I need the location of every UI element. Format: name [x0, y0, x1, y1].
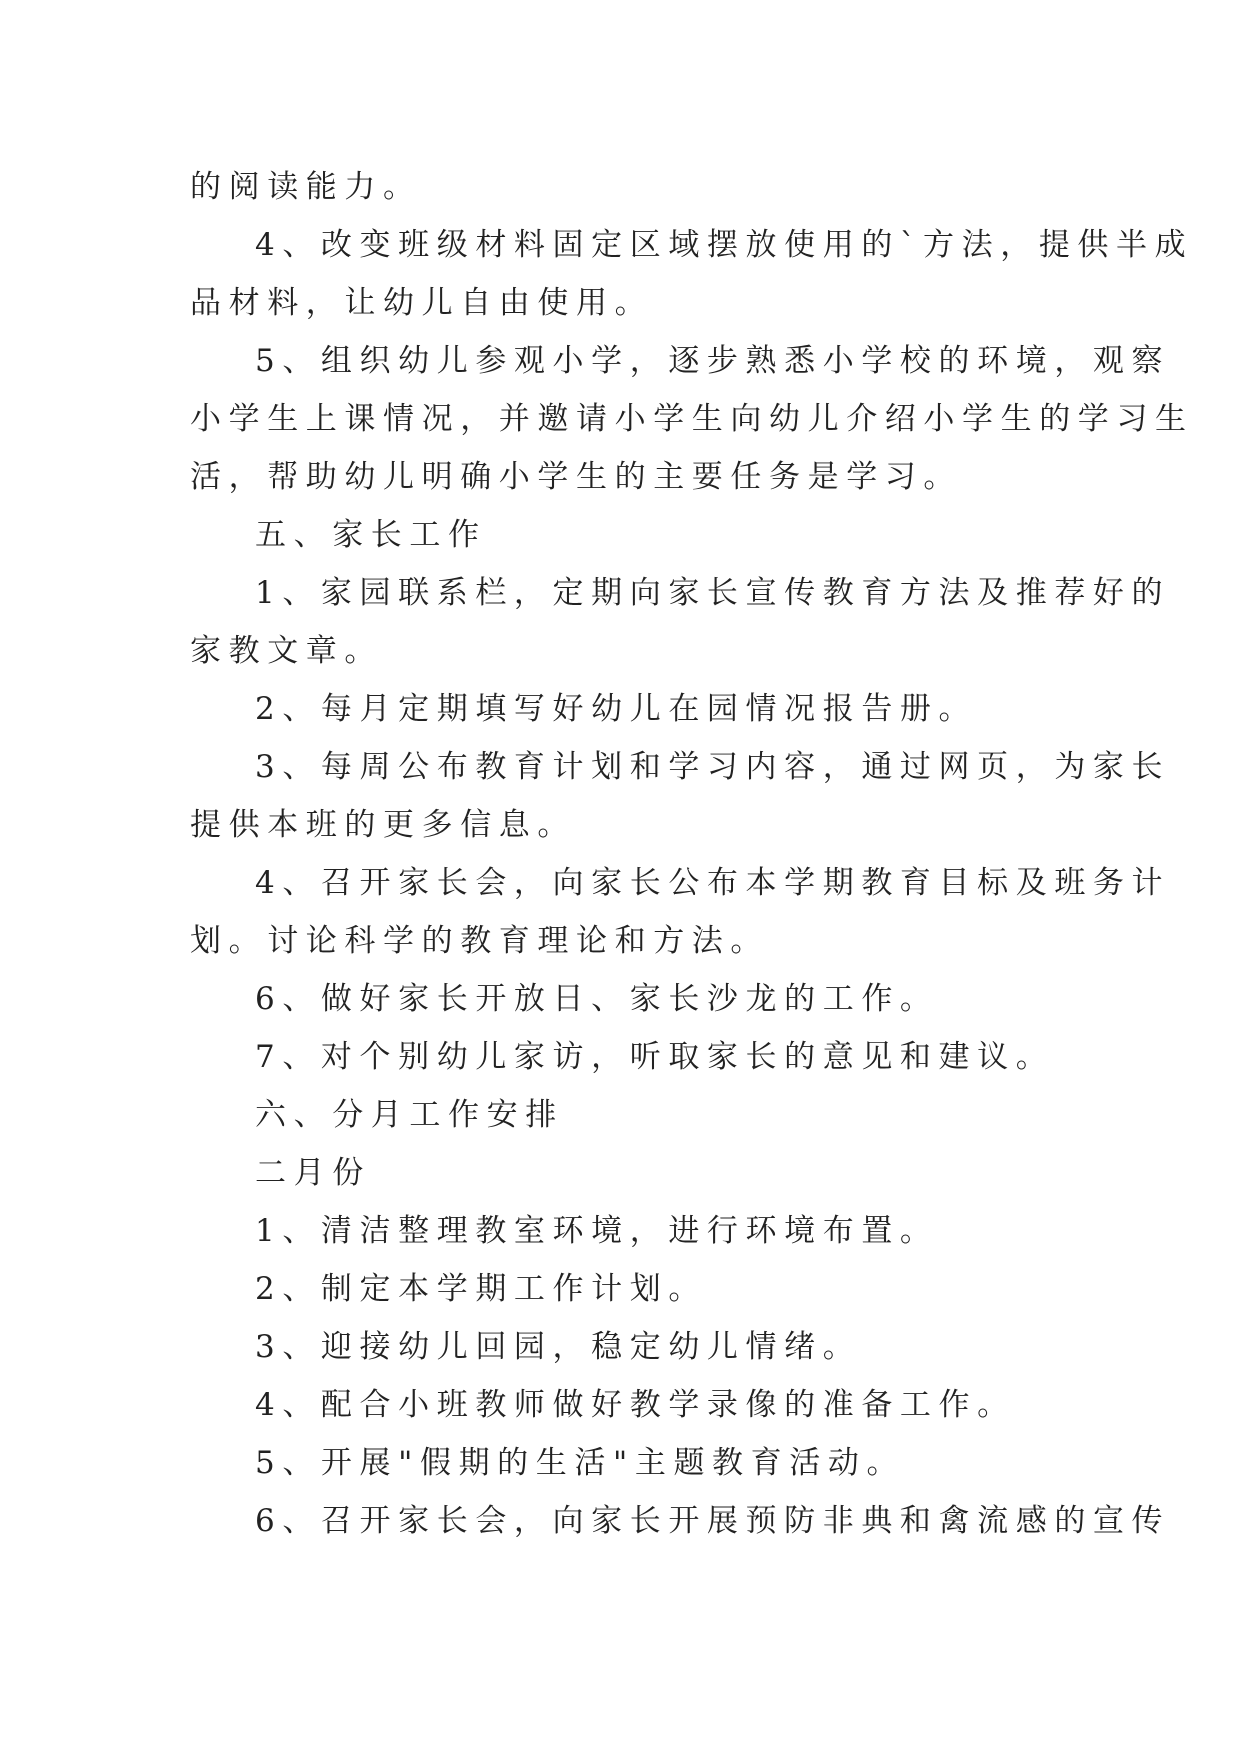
document-body — [190, 158, 1194, 1550]
text-line: 2、制定本学期工作计划。 — [255, 1271, 707, 1307]
text-line: 六、分月工作安排 — [255, 1097, 564, 1133]
text-line: 小学生上课情况，并邀请小学生向幼儿介绍小学生的学习生 — [190, 401, 1194, 437]
text-line: 1、家园联系栏，定期向家长宣传教育方法及推荐好的 — [255, 575, 1171, 611]
text-line: 3、每周公布教育计划和学习内容，通过网页，为家长 — [255, 749, 1171, 785]
text-line: 6、做好家长开放日、家长沙龙的工作。 — [255, 981, 939, 1017]
text-line: 5、组织幼儿参观小学，逐步熟悉小学校的环境，观察 — [255, 343, 1171, 379]
text-line: 4、召开家长会，向家长公布本学期教育目标及班务计 — [255, 865, 1171, 901]
text-line: 活，帮助幼儿明确小学生的主要任务是学习。 — [190, 459, 962, 495]
text-line: 1、清洁整理教室环境，进行环境布置。 — [255, 1213, 939, 1249]
text-line: 二月份 — [255, 1155, 371, 1191]
text-line: 5、开展"假期的生活"主题教育活动。 — [255, 1445, 906, 1481]
text-line: 划。讨论科学的教育理论和方法。 — [190, 923, 769, 959]
text-line: 4、改变班级材料固定区域摆放使用的`方法，提供半成 — [255, 227, 1194, 263]
text-line: 4、配合小班教师做好教学录像的准备工作。 — [255, 1387, 1016, 1423]
text-line: 提供本班的更多信息。 — [190, 807, 576, 843]
text-line: 五、家长工作 — [255, 517, 487, 553]
text-line: 家教文章。 — [190, 633, 383, 669]
text-line: 2、每月定期填写好幼儿在园情况报告册。 — [255, 691, 978, 727]
text-line: 7、对个别幼儿家访，听取家长的意见和建议。 — [255, 1039, 1055, 1075]
text-line: 品材料，让幼儿自由使用。 — [190, 285, 654, 321]
text-line: 3、迎接幼儿回园，稳定幼儿情绪。 — [255, 1329, 862, 1365]
text-line: 的阅读能力。 — [190, 169, 422, 205]
text-line: 6、召开家长会，向家长开展预防非典和禽流感的宣传 — [255, 1503, 1171, 1539]
